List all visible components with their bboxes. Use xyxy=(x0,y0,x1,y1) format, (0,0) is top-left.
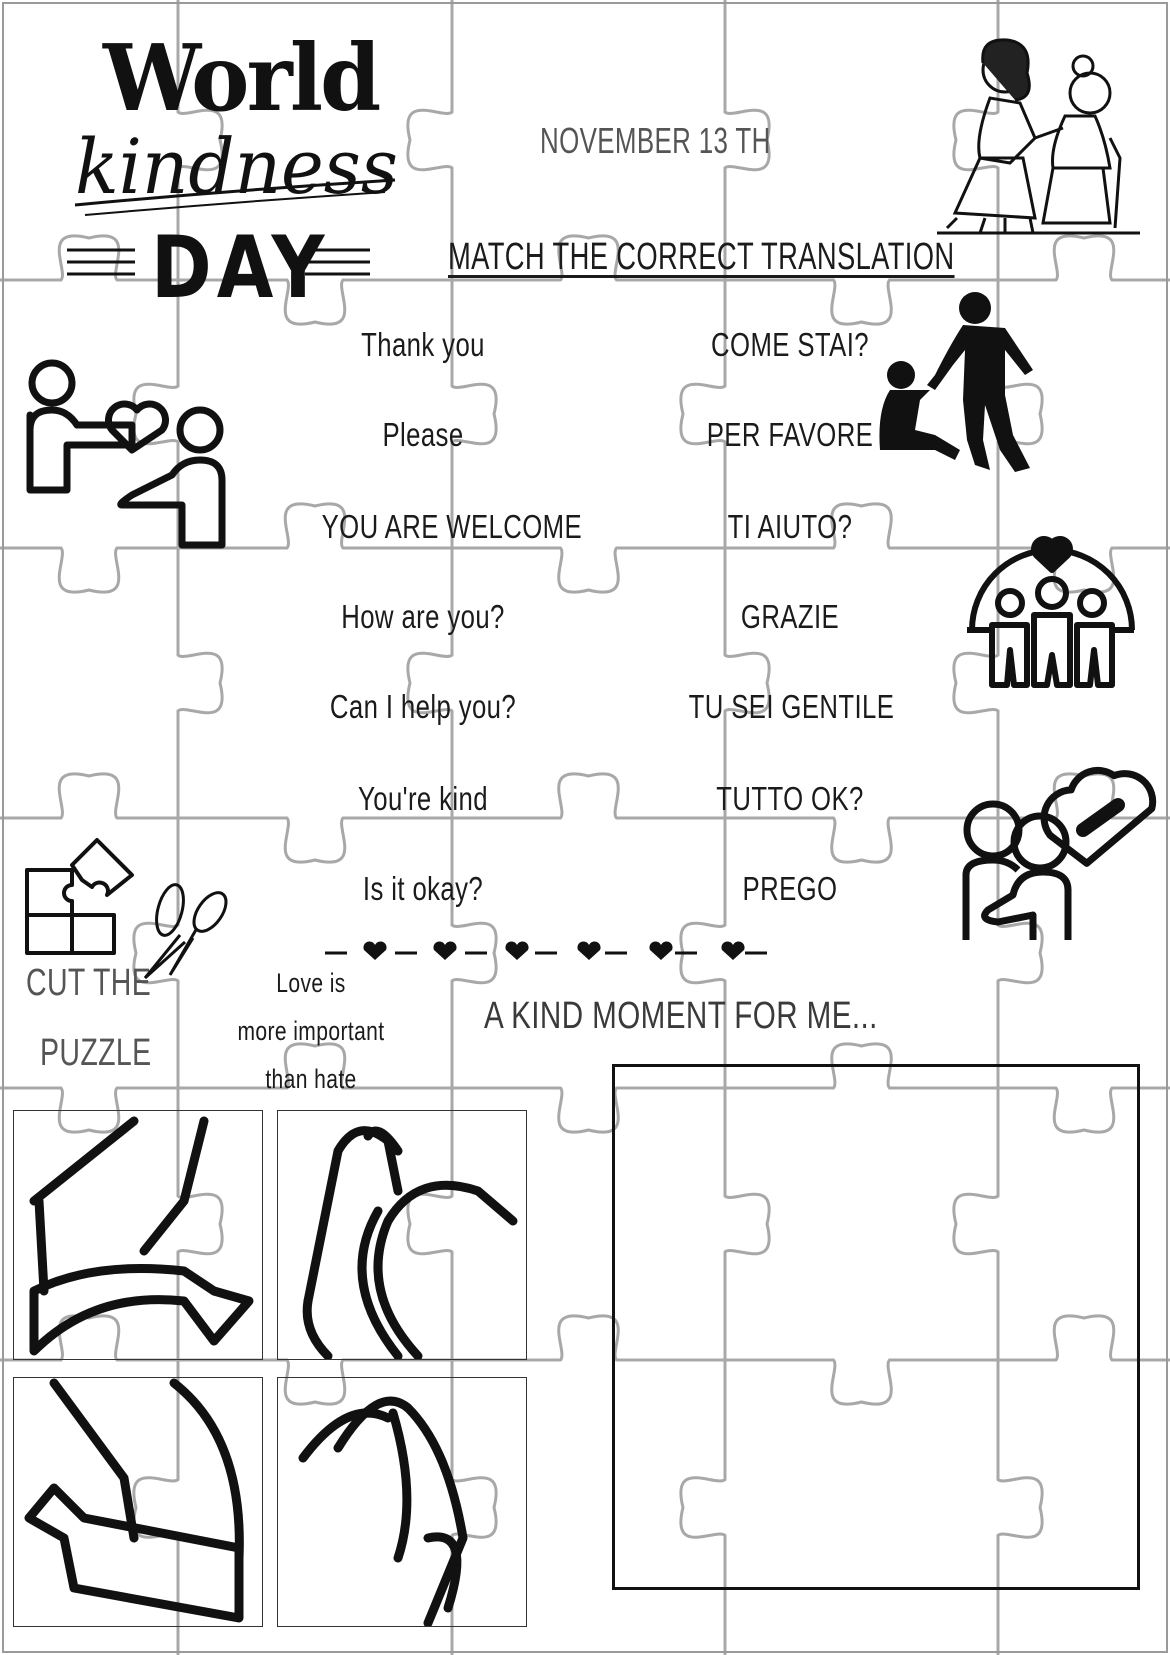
exercise-title: MATCH THE CORRECT TRANSLATION xyxy=(448,236,955,278)
quote-line1: Love is xyxy=(276,968,346,998)
cut-instruction-line2: PUZZLE xyxy=(40,1032,152,1074)
date-label: NOVEMBER 13 TH xyxy=(540,120,771,161)
kind-moment-drawing-box[interactable] xyxy=(612,1064,1140,1590)
quote-line3: than hate xyxy=(265,1064,357,1094)
puzzle-tile-top-right[interactable] xyxy=(277,1110,527,1360)
logo-kindness: kindness xyxy=(75,122,398,211)
world-kindness-day-logo xyxy=(55,24,425,320)
english-word: Can I help you? xyxy=(329,688,517,725)
italian-word: PREGO xyxy=(742,870,838,907)
english-word: YOU ARE WELCOME xyxy=(321,508,583,545)
heart-divider xyxy=(325,938,795,968)
puzzle-pieces-icon xyxy=(22,835,137,955)
elderly-help-icon xyxy=(935,28,1140,238)
puzzle-tile-bottom-right[interactable] xyxy=(277,1377,527,1627)
scissors-icon xyxy=(135,880,235,985)
italian-word: TUTTO OK? xyxy=(716,780,864,817)
hand-ribbon-icon xyxy=(14,1111,263,1360)
english-word: How are you? xyxy=(341,598,505,635)
italian-word: TU SEI GENTILE xyxy=(688,688,895,725)
english-word: Thank you xyxy=(361,326,485,363)
italian-word: GRAZIE xyxy=(740,598,840,635)
family-heart-icon xyxy=(962,535,1137,695)
english-word: Is it okay? xyxy=(362,870,484,907)
italian-word: COME STAI? xyxy=(711,326,869,363)
cupped-hand-icon xyxy=(278,1378,527,1627)
quote-line2: more important xyxy=(237,1016,385,1046)
hand-heart-icon xyxy=(278,1111,527,1360)
giving-heart-icon xyxy=(22,355,232,550)
italian-word: PER FAVORE xyxy=(706,416,874,453)
cut-instruction-line1: CUT THE xyxy=(26,962,152,1004)
logo-day: DAY xyxy=(151,218,330,318)
english-word: Please xyxy=(382,416,464,453)
italian-word: TI AIUTO? xyxy=(727,508,853,545)
puzzle-tile-top-left[interactable] xyxy=(13,1110,263,1360)
mended-heart-hug-icon xyxy=(958,750,1158,945)
logo-world: World xyxy=(103,24,379,132)
english-word: You're kind xyxy=(358,780,488,817)
helping-hand-icon xyxy=(875,290,1050,485)
puzzle-tile-bottom-left[interactable] xyxy=(13,1377,263,1627)
hand-ribbon-lower-icon xyxy=(14,1378,263,1627)
kind-moment-label: A KIND MOMENT FOR ME... xyxy=(484,995,878,1037)
